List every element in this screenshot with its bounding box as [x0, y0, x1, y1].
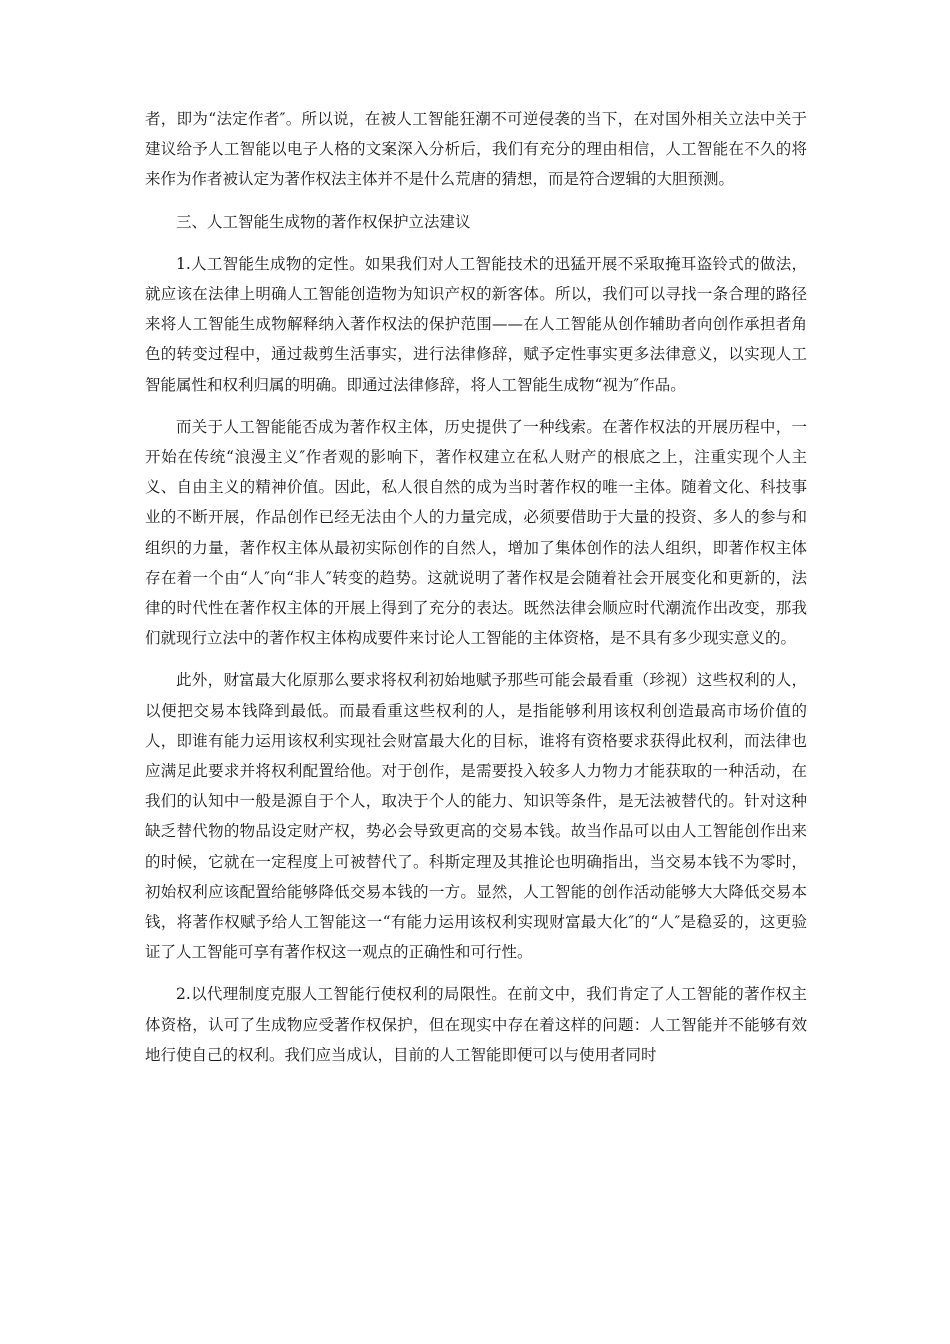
paragraph-point-1: 1.人工智能生成物的定性。如果我们对人工智能技术的迅猛开展不采取掩耳盗铃式的做法，就应该在法律上明确人工智能创造物为知识产权的新客体。所以，我们可以寻找一条合理的路径来将人工智能生成物解释纳入著作权法的保护范围——在人工智能从创作辅助者向创作承担者角色的转变过程中，通过裁剪生活事实，进行法律修辞，赋予定性事实更多法律意义，以实现人工智能属性和权利归属的明确。即通过法律修辞，将人工智能生成物“视为″作品。	[145, 254, 807, 394]
paragraph-wealth: 此外，财富最大化原那么要求将权利初始地赋予那些可能会最看重（珍视）这些权利的人，以便把交易本钱降到最低。而最看重这些权利的人，是指能够利用该权利创造最高市场价值的人，即谁有能力运用该权利实现社会财富最大化的目标，谁将有资格要求获得此权利，而法律也应满足此要求并将权利配置给他。对于创作，是需要投入较多人力物力才能获取的一种活动，在我们的认知中一般是源自于个人，取决于个人的能力、知识等条件，是无法被替代的。针对这种缺乏替代物的物品设定财产权，势必会导致更高的交易本钱。故当作品可以由人工智能创作出来的时候，它就在一定程度上可被替代了。科斯定理及其推论也明确指出，当交易本钱不为零时，初始权利应该配置给能够降低交易本钱的一方。显然，人工智能的创作活动能够大大降低交易本钱，将著作权赋予给人工智能这一“有能力运用该权利实现财富最大化″的“人″是稳妥的，这更验证了人工智能可享有著作权这一观点的正确性和可行性。	[145, 671, 807, 962]
document-page	[145, 104, 807, 1082]
paragraph-point-2: 2.以代理制度克服人工智能行使权利的局限性。在前文中，我们肯定了人工智能的著作权主体资格，认可了生成物应受著作权保护，但在现实中存在着这样的问题：人工智能并不能够有效地行使自己的权利。我们应当成认，目前的人工智能即便可以与使用者同时	[145, 985, 807, 1064]
paragraph-history: 而关于人工智能能否成为著作权主体，历史提供了一种线索。在著作权法的开展历程中，一开始在传统“浪漫主义″作者观的影响下，著作权建立在私人财产的根底之上，注重实现个人主义、自由主义的精神价值。因此，私人很自然的成为当时著作权的唯一主体。随着文化、科技事业的不断开展，作品创作已经无法由个人的力量完成，必须要借助于大量的投资、多人的参与和组织的力量，著作权主体从最初实际创作的自然人，增加了集体创作的法人组织，即著作权主体存在着一个由“人″向“非人″转变的趋势。这就说明了著作权是会随着社会开展变化和更新的，法律的时代性在著作权主体的开展上得到了充分的表达。既然法律会顺应时代潮流作出改变，那我们就现行立法中的著作权主体构成要件来讨论人工智能的主体资格，是不具有多少现实意义的。	[145, 417, 807, 648]
paragraph-continuation: 者，即为“法定作者″。所以说，在被人工智能狂潮不可逆侵袭的当下，在对国外相关立法中关于建议给予人工智能以电子人格的文案深入分析后，我们有充分的理由相信，人工智能在不久的将来作为作者被认定为著作权法主体并不是什么荒唐的猜想，而是符合逻辑的大胆预测。	[145, 110, 807, 189]
section-heading: 三、人工智能生成物的著作权保护立法建议	[176, 212, 471, 231]
